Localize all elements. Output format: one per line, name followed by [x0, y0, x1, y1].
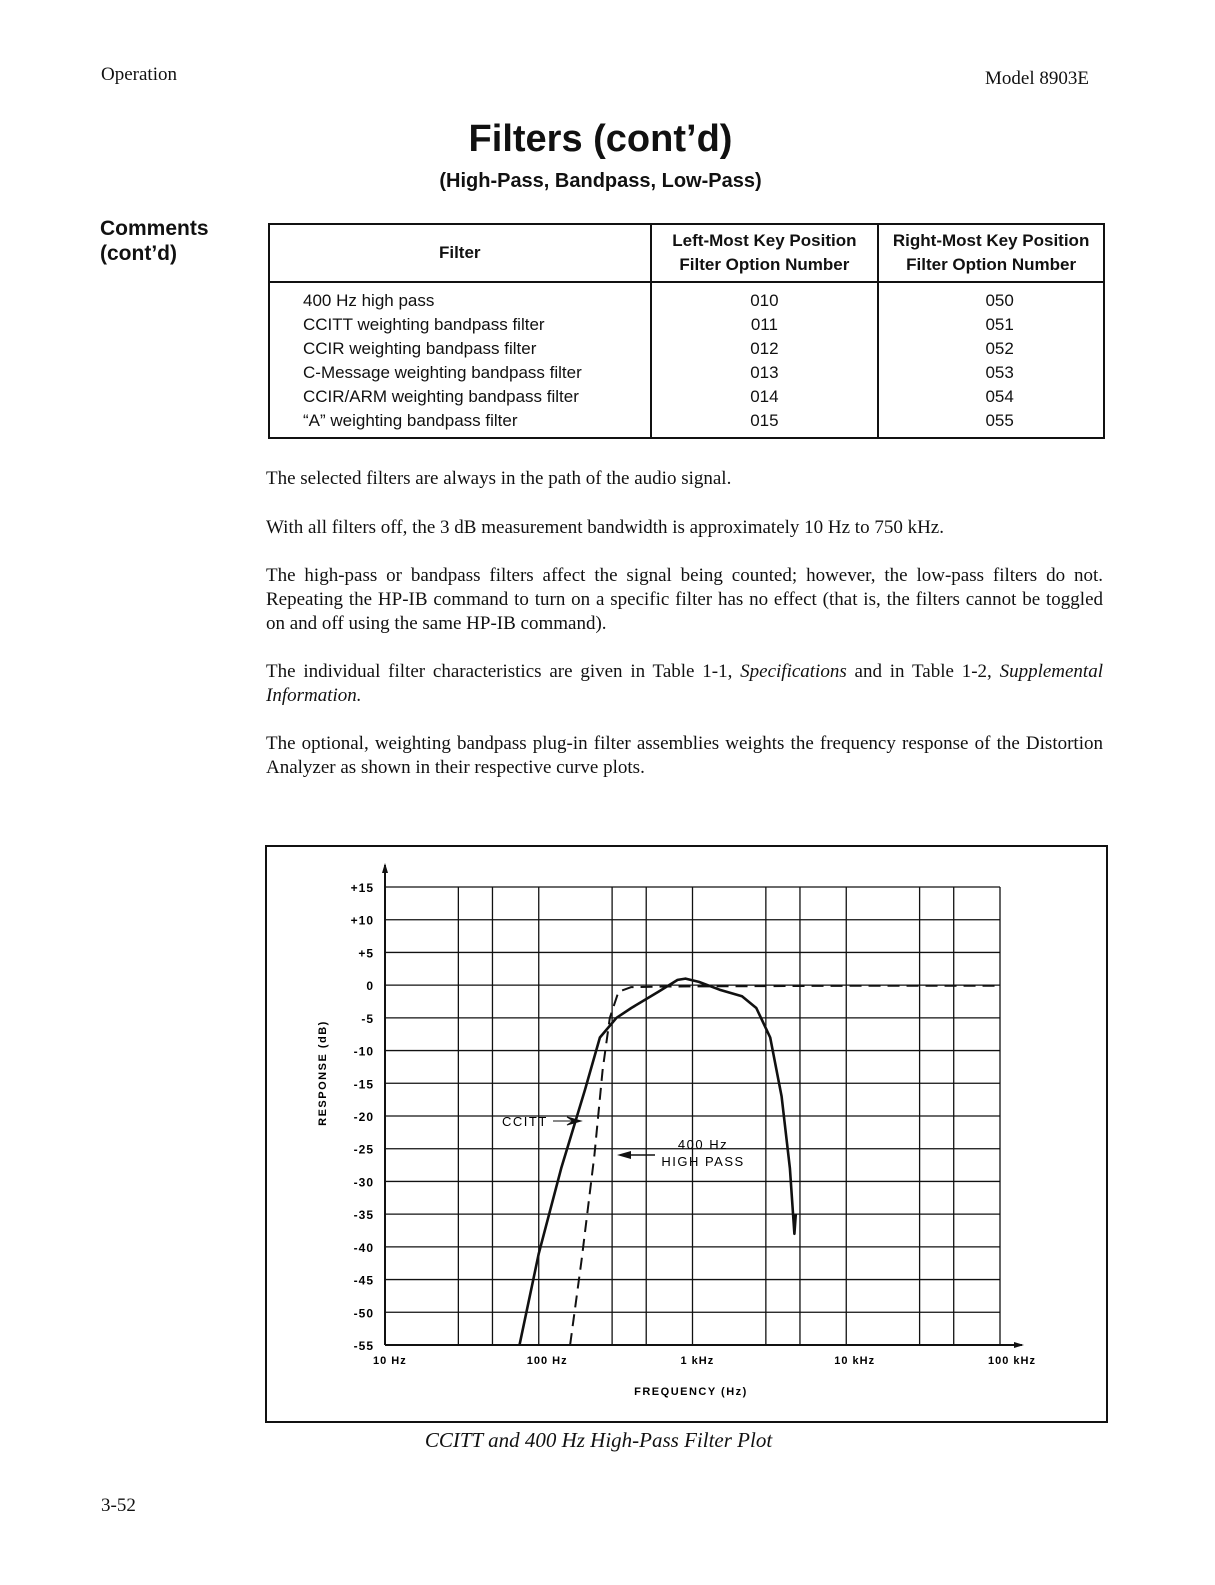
x-axis-arrow — [1014, 1342, 1024, 1348]
y-tick-label: -35 — [353, 1208, 374, 1223]
filter-name-cell: 400 Hz high pass — [269, 282, 651, 313]
right-key-option-cell: 053 — [878, 361, 1104, 385]
side-heading: Comments (cont’d) — [100, 217, 209, 265]
x-tick-label: 100 Hz — [526, 1355, 568, 1367]
y-tick-label: -15 — [353, 1077, 374, 1092]
filter-response-chart — [265, 845, 1108, 1423]
ccitt-annotation: CCITT — [502, 1114, 548, 1129]
table-row — [269, 337, 1104, 361]
paragraph-3: The high-pass or bandpass filters affect the signal being counted; however, the low-pass filters do not. Repeating the HP-IB command to turn on a specific filter has no effect (that is, the filters cannot be toggled on and off using the same HP-IB command). — [266, 565, 1103, 634]
y-tick-label: -20 — [353, 1110, 374, 1124]
running-header-right: Model 8903E — [985, 68, 1089, 89]
left-key-option-cell: 014 — [651, 385, 879, 409]
hp-arrow-head — [617, 1151, 631, 1159]
highpass-400hz-curve — [570, 986, 1000, 1345]
y-tick-label: -5 — [361, 1011, 374, 1026]
right-key-option-cell: 052 — [878, 337, 1104, 361]
left-key-option-cell: 012 — [651, 337, 879, 361]
y-axis-arrow — [382, 863, 388, 873]
right-key-option-cell: 054 — [878, 385, 1104, 409]
x-axis-label: FREQUENCY (Hz) — [634, 1386, 748, 1398]
y-tick-label: -45 — [353, 1273, 374, 1288]
filter-name-cell: “A” weighting bandpass filter — [269, 409, 651, 438]
table-row — [269, 361, 1104, 385]
paragraph-2: With all filters off, the 3 dB measurement bandwidth is approximately 10 Hz to 750 kHz. — [266, 517, 944, 538]
figure-caption: CCITT and 400 Hz High-Pass Filter Plot — [424, 1428, 773, 1452]
x-tick-label: 1 kHz — [680, 1355, 715, 1367]
col-header-right-key: Right-Most Key Position Filter Option Number — [878, 224, 1104, 282]
y-axis-label: RESPONSE (dB) — [317, 1020, 329, 1126]
right-key-option-cell: 055 — [878, 409, 1104, 438]
y-tick-label: -25 — [353, 1142, 374, 1157]
col-header-left-key: Left-Most Key Position Filter Option Number — [651, 224, 879, 282]
hp-annotation-line1: 400 Hz — [677, 1137, 729, 1152]
paragraph-1: The selected filters are always in the path of the audio signal. — [266, 468, 732, 489]
col-header-filter: Filter — [269, 224, 651, 282]
y-tick-label: -50 — [353, 1306, 374, 1321]
x-tick-label: 100 kHz — [988, 1355, 1036, 1367]
hp-annotation-line2: HIGH PASS — [661, 1154, 745, 1169]
paragraph-5: The optional, weighting bandpass plug-in filter assemblies weights the frequency response of the Distortion Analyzer as shown in their respective curve plots. — [266, 733, 1103, 778]
page-number: 3-52 — [101, 1495, 136, 1516]
table-row — [269, 409, 1104, 438]
x-tick-label: 10 Hz — [373, 1355, 407, 1367]
table-row — [269, 313, 1104, 337]
right-key-option-cell: 051 — [878, 313, 1104, 337]
table-row — [269, 385, 1104, 409]
x-tick-label: 10 kHz — [834, 1355, 876, 1367]
filter-name-cell: CCITT weighting bandpass filter — [269, 313, 651, 337]
page-subtitle: (High-Pass, Bandpass, Low-Pass) — [439, 170, 762, 192]
filter-table — [268, 223, 1105, 439]
running-header-left: Operation — [101, 64, 177, 85]
right-key-option-cell: 050 — [878, 282, 1104, 313]
paragraph-4: The individual filter characteristics are given in Table 1-1, Specifications and in Table 1-2, Supplemental Information. — [266, 661, 1103, 706]
y-tick-label: -40 — [353, 1240, 374, 1255]
table-header-row — [269, 224, 1104, 282]
y-tick-label: +15 — [350, 881, 374, 895]
y-tick-label: -55 — [353, 1339, 374, 1353]
y-tick-label: 0 — [366, 979, 374, 994]
left-key-option-cell: 015 — [651, 409, 879, 438]
filter-name-cell: CCIR weighting bandpass filter — [269, 337, 651, 361]
page-title: Filters (cont’d) — [468, 118, 733, 160]
y-tick-label: -30 — [353, 1175, 374, 1190]
ccitt-curve — [520, 979, 796, 1345]
filter-name-cell: C-Message weighting bandpass filter — [269, 361, 651, 385]
filter-name-cell: CCIR/ARM weighting bandpass filter — [269, 385, 651, 409]
left-key-option-cell: 013 — [651, 361, 879, 385]
chart-frame — [266, 846, 1107, 1422]
left-key-option-cell: 011 — [651, 313, 879, 337]
left-key-option-cell: 010 — [651, 282, 879, 313]
y-tick-label: +10 — [350, 913, 374, 928]
table-row — [269, 282, 1104, 313]
y-tick-label: -10 — [353, 1044, 374, 1059]
y-tick-label: +5 — [358, 946, 374, 961]
